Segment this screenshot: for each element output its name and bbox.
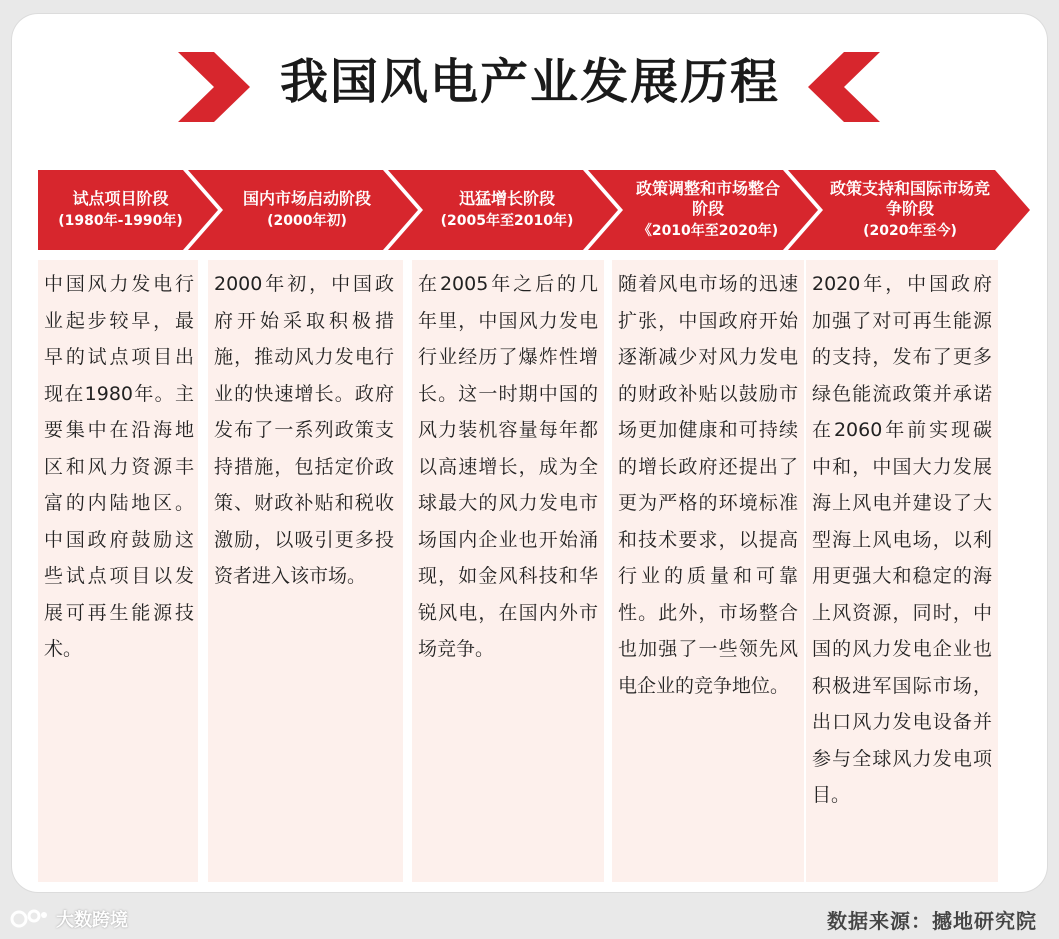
- stage-period: (2000年初): [267, 213, 347, 229]
- page-title: 我国风电产业发展历程: [279, 54, 780, 110]
- stage-description-5: 2020年，中国政府加强了对可再生能源的支持，发布了更多绿色能流政策并承诺在2060年前实现碳中和，中国大力发展海上风电并建设了大型海上风电场，以利用更强大和稳定的海上风资源，同时，中国的风力发电企业也积极进军国际市场，出口风力发电设备并参与全球风力发电项目。: [812, 273, 992, 806]
- stage-name: 政策调整和市场整合阶段: [635, 179, 780, 218]
- stage-name: 国内市场启动阶段: [242, 189, 371, 208]
- brand-logo: [10, 904, 128, 934]
- stage-description-2: 2000年初，中国政府开始采取积极措施，推动风力发电行业的快速增长。政府发布了一系列政策支持措施，包括定价政策、财政补贴和税收激励，以吸引更多投资者进入该市场。: [214, 273, 394, 587]
- stage-header-3: [422, 170, 592, 250]
- stage-name: 迅猛增长阶段: [458, 189, 555, 208]
- stage-description-3: 在2005年之后的几年里，中国风力发电行业经历了爆炸性增长。这一时期中国的风力装机容量每年都以高速增长，成为全球最大的风力发电市场国内企业也开始涌现，如金风科技和华锐风电，在国内外市场竞争。: [418, 273, 598, 660]
- stage-header-2: [222, 170, 392, 250]
- stage-header-1: [38, 170, 203, 250]
- stage-period: 《2010年至2020年): [637, 223, 779, 239]
- stage-name: 试点项目阶段: [72, 189, 169, 208]
- logo-icon: [10, 906, 50, 932]
- stage-header-4: [624, 170, 792, 250]
- brand-name: 大数跨境: [56, 910, 128, 931]
- stage-name: 政策支持和国际市场竞争阶段: [830, 179, 991, 218]
- stage-description-4: 随着风电市场的迅速扩张，中国政府开始逐渐减少对风力发电的财政补贴以鼓励市场更加健康和可持续的增长政府还提出了更为严格的环境标准和技术要求，以提高行业的质量和可靠性。此外，市场整合也加强了一些领先风电企业的竞争地位。: [618, 273, 798, 697]
- stage-period: (2020年至今): [863, 223, 957, 239]
- stage-description-1: 中国风力发电行业起步较早，最早的试点项目出现在1980年。主要集中在沿海地区和风力资源丰富的内陆地区。中国政府鼓励这些试点项目以发展可再生能源技术。: [44, 273, 194, 660]
- stage-period: (1980年-1990年): [58, 213, 183, 229]
- stage-period: (2005年至2010年): [440, 213, 574, 229]
- chevron-left-icon: [808, 52, 888, 122]
- stage-header-5: [826, 170, 994, 250]
- title-banner: [0, 36, 1059, 136]
- data-source: 数据来源：撼地研究院: [827, 909, 1037, 933]
